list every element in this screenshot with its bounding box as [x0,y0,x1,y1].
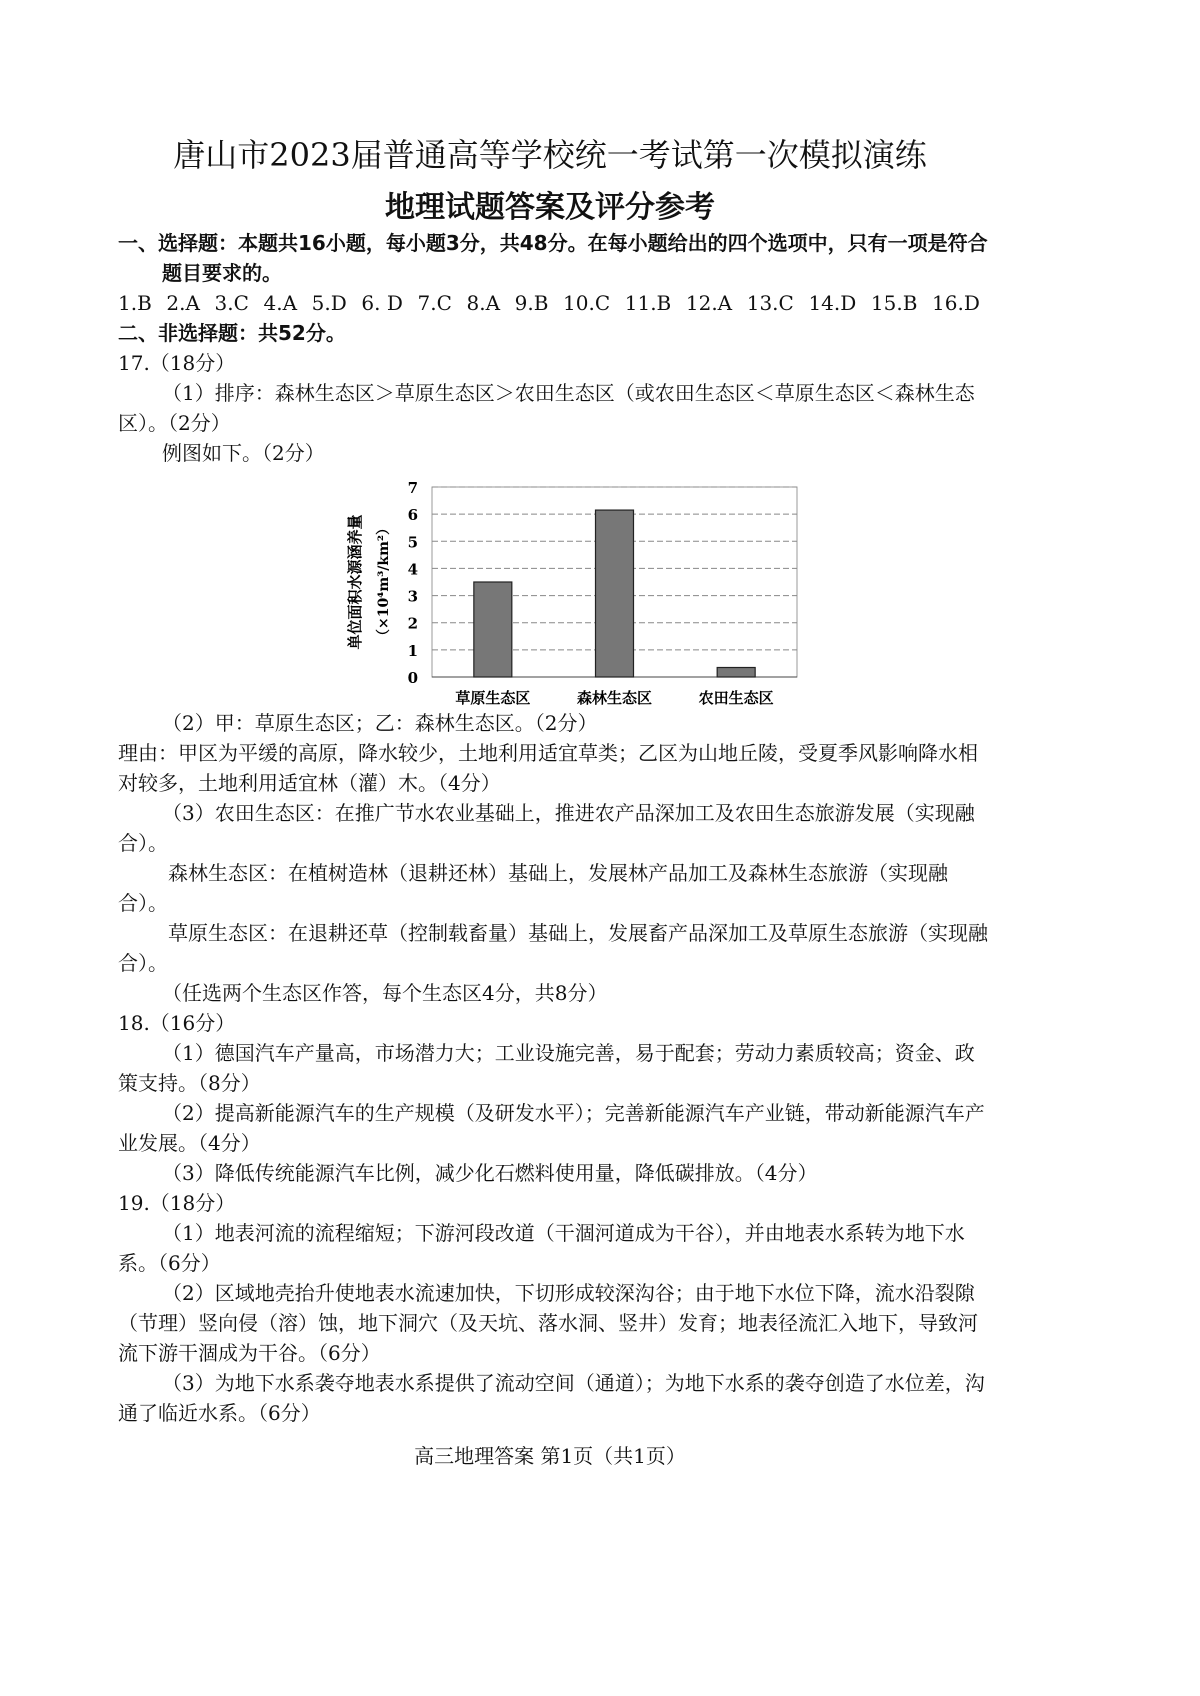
q17-p1: （1）排序：森林生态区＞草原生态区＞农田生态区（或农田生态区＜草原生态区＜森林生态区）。（2分） [118,381,975,435]
page-footer: 高三地理答案 第1页（共1页） [414,1444,686,1468]
x-category-label: 农田生态区 [698,689,774,707]
q18-p1: （1）德国汽车产量高，市场潜力大；工业设施完善，易于配套；劳动力素质较高；资金、政策支持。（8分） [118,1041,975,1095]
answer-item: 9.B [514,291,549,315]
y-tick-label: 0 [407,669,418,687]
q17-p3c: 草原生态区：在退耕还草（控制载畜量）基础上，发展畜产品深加工及草原生态旅游（实现融合）。 [118,921,988,975]
section-top [118,228,992,468]
q19-p2: （2）区域地壳抬升使地表水流速加快，下切形成较深沟谷；由于地下水位下降，流水沿裂隙（节理）竖向侵（溶）蚀，地下洞穴（及天坑、落水洞、竖井）发育；地表径流汇入地下，导致河流下游干涸成为干谷。（6分） [118,1281,978,1365]
q18-p2: （2）提高新能源汽车的生产规模（及研发水平）；完善新能源汽车产业链，带动新能源汽车产业发展。（4分） [118,1101,985,1155]
bar [596,510,634,677]
answer-item: 14.D [808,291,857,315]
y-tick-label: 7 [407,479,418,497]
answer-item: 6. D [361,291,403,315]
section-bottom [118,708,992,1428]
answer-item: 3.C [214,291,249,315]
section1-heading: 一、选择题：本题共16小题，每小题3分，共48分。在每小题给出的四个选项中，只有一项是符合题目要求的。 [118,231,988,285]
document-subtitle: 地理试题答案及评分参考 [385,190,715,225]
section2-heading: 二、非选择题：共52分。 [118,321,346,345]
answer-item: 16.D [932,291,980,315]
q19-p1: （1）地表河流的流程缩短；下游河段改道（干涸河道成为干谷），并由地表水系转为地下水系。（6分） [118,1221,965,1275]
q17-p3d: （任选两个生态区作答，每个生态区4分，共8分） [162,981,608,1005]
q17-p1b: 例图如下。（2分） [162,441,325,465]
q17-label: 17.（18分） [118,351,236,375]
bar-chart [340,470,810,715]
y-tick-label: 5 [407,533,418,552]
answer-item: 12.A [685,291,733,315]
y-tick-label: 3 [407,587,418,606]
answer-item: 1.B [118,291,152,315]
y-tick-label: 6 [407,506,418,525]
bar [474,582,512,677]
q19-label: 19.（18分） [118,1191,236,1215]
y-axis-unit: （×10⁴m³/km²） [376,520,392,644]
q17-p3b: 森林生态区：在植树造林（退耕还林）基础上，发展林产品加工及森林生态旅游（实现融合）。 [118,861,948,915]
q17-p2b: 理由：甲区为平缓的高原，降水较少，土地利用适宜草类；乙区为山地丘陵，受夏季风影响降水相对较多，土地利用适宜林（灌）木。（4分） [118,741,978,795]
q17-p2: （2）甲：草原生态区；乙：森林生态区。（2分） [162,711,598,735]
y-tick-label: 1 [407,641,418,660]
x-category-label: 森林生态区 [576,689,653,707]
bar [717,668,755,678]
y-tick-label: 2 [407,614,418,633]
q19-p3: （3）为地下水系袭夺地表水系提供了流动空间（通道）；为地下水系的袭夺创造了水位差，沟通了临近水系。（6分） [118,1371,985,1425]
document-title: 唐山市2023届普通高等学校统一考试第一次模拟演练 [173,136,927,174]
answer-item: 4.A [263,291,298,315]
q18-p3: （3）降低传统能源汽车比例，减少化石燃料使用量，降低碳排放。（4分） [162,1161,818,1185]
q17-p3: （3）农田生态区：在推广节水农业基础上，推进农产品深加工及农田生态旅游发展（实现融合）。 [118,801,975,855]
choice-answers [118,288,980,318]
answer-item: 13.C [746,291,794,315]
answer-item: 10.C [563,291,611,315]
answer-item: 11.B [624,291,672,315]
q18-label: 18.（16分） [118,1011,236,1035]
answer-item: 8.A [466,291,501,315]
answer-item: 15.B [870,291,918,315]
y-axis-title: 单位面积水源涵养量 [346,514,364,650]
answer-item: 5.D [311,291,347,315]
answer-item: 7.C [417,291,452,315]
x-category-label: 草原生态区 [455,689,531,707]
y-tick-label: 4 [407,560,418,579]
answer-item: 2.A [166,291,200,315]
